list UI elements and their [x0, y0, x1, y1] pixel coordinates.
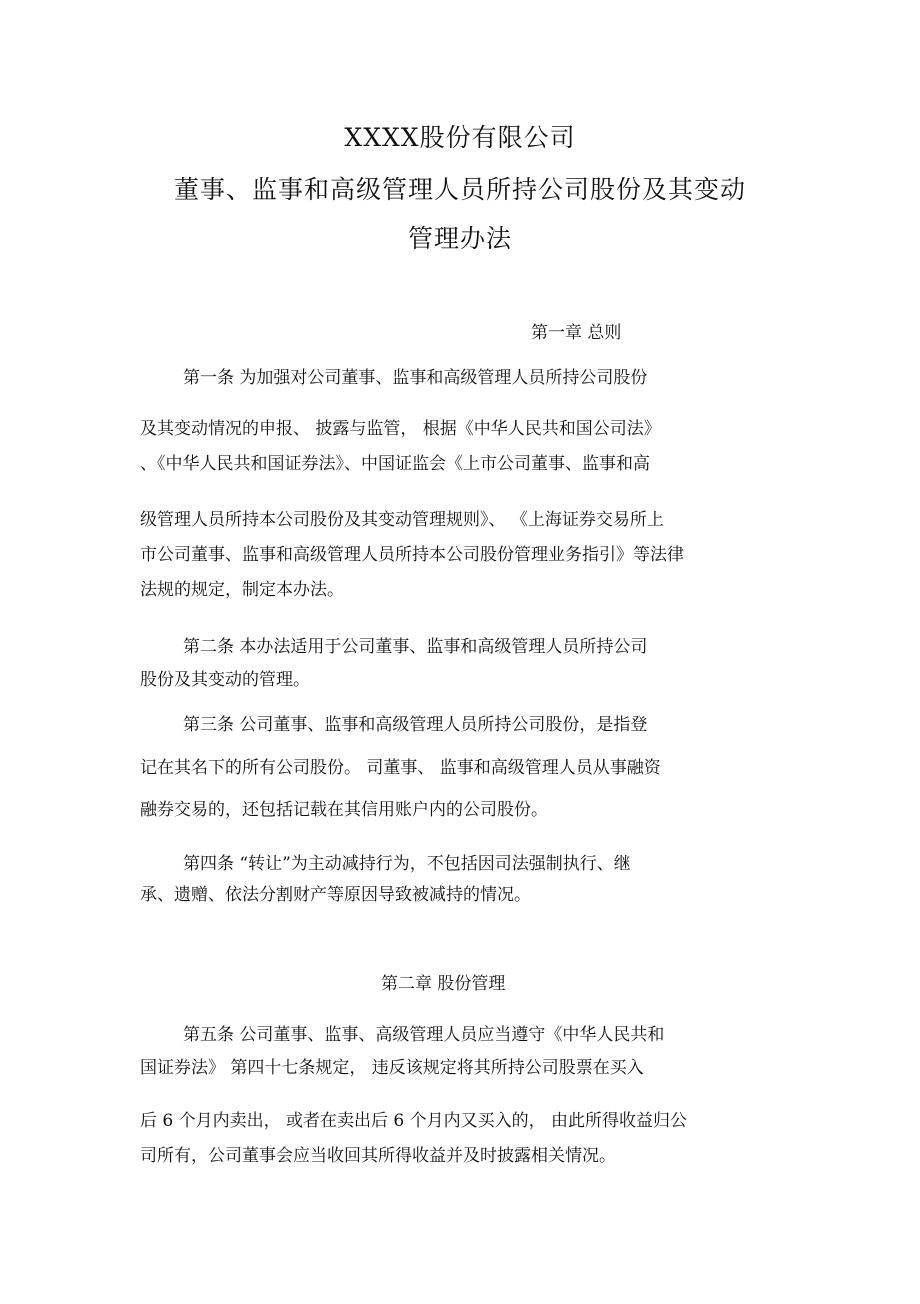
title-company: XXXX股份有限公司: [344, 123, 576, 152]
article-3-line-3: 融券交易的，还包括记载在其信用账户内的公司股份。: [140, 800, 548, 820]
article-1-line-1: 第一条 为加强对公司董事、监事和高级管理人员所持公司股份: [183, 368, 648, 388]
chapter-2-heading: 第二章 股份管理: [381, 974, 506, 994]
article-5-line-1: 第五条 公司董事、监事、高级管理人员应当遵守《中华人民共和: [183, 1025, 665, 1045]
article-1-line-6: 法规的规定，制定本办法。: [140, 580, 344, 600]
article-1-line-5: 市公司董事、监事和高级管理人员所持本公司股份管理业务指引》等法律: [140, 545, 684, 565]
article-5-line-3: 后 6 个月内卖出， 或者在卖出后 6 个月内又买入的， 由此所得收益归公: [140, 1111, 688, 1131]
article-4-line-1: 第四条 “转让”为主动减持行为，不包括因司法强制执行、继: [183, 854, 631, 874]
article-4-line-2: 承、遗赠、依法分割财产等原因导致被减持的情况。: [140, 885, 531, 905]
title-line-2: 董事、监事和高级管理人员所持公司股份及其变动: [173, 175, 746, 204]
title-line-3: 管理办法: [407, 224, 512, 253]
article-3-line-1: 第三条 公司董事、监事和高级管理人员所持公司股份，是指登: [183, 715, 648, 735]
article-1-line-4: 级管理人员所持本公司股份及其变动管理规则》、 《上海证券交易所上: [140, 510, 664, 530]
article-2-line-2: 股份及其变动的管理。: [140, 670, 310, 690]
article-1-line-3: 、《中华人民共和国证券法》、中国证监会《上市公司董事、监事和高: [140, 454, 650, 474]
chapter-1-heading: 第一章 总则: [531, 323, 622, 343]
article-2-line-1: 第二条 本办法适用于公司董事、监事和高级管理人员所持公司: [183, 637, 648, 657]
article-5-line-2: 国证券法》 第四十七条规定， 违反该规定将其所持公司股票在买入: [140, 1058, 644, 1078]
article-5-line-4: 司所有，公司董事会应当收回其所得收益并及时披露相关情况。: [140, 1146, 616, 1166]
article-3-line-2: 记在其名下的所有公司股份。 司董事、 监事和高级管理人员从事融资: [140, 758, 661, 778]
article-1-line-2: 及其变动情况的申报、 披露与监管， 根据《中华人民共和国公司法》: [140, 419, 661, 439]
